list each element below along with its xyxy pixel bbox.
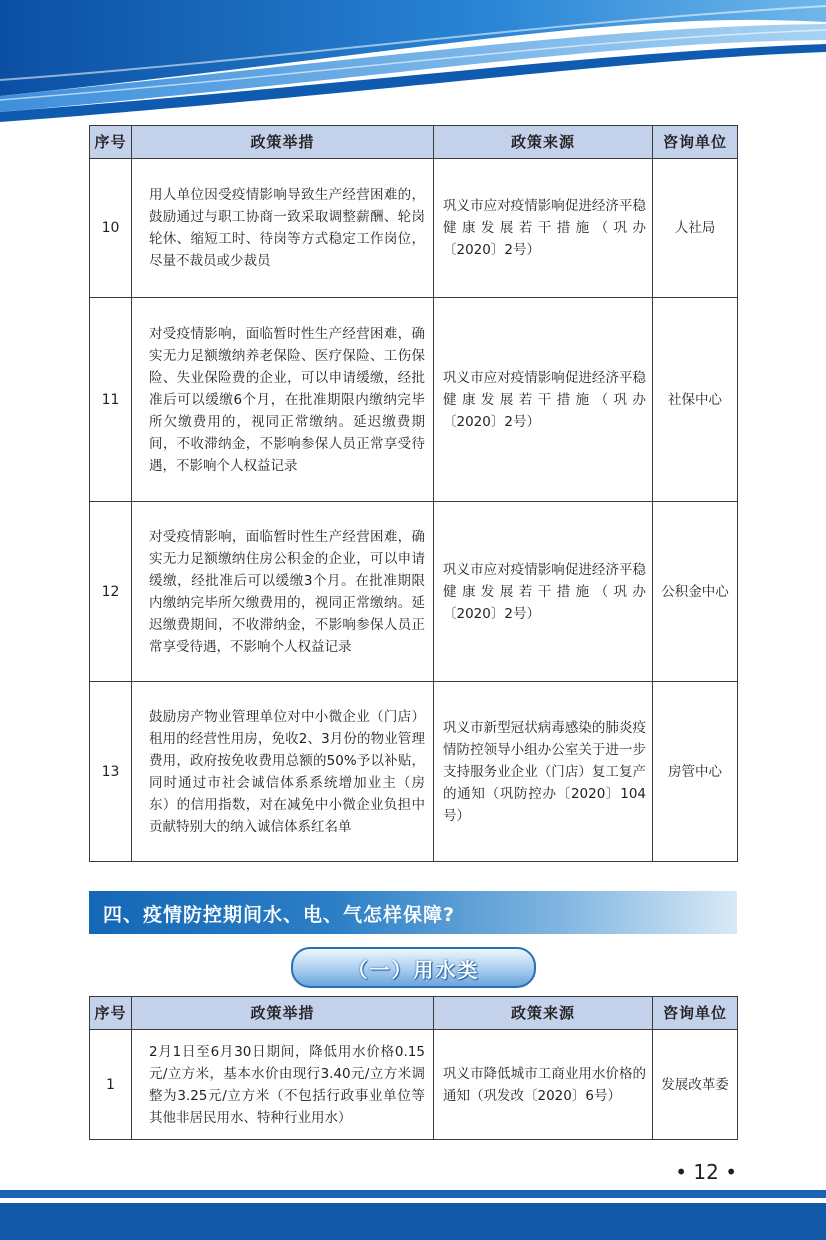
row-measure: 鼓励房产物业管理单位对中小微企业（门店）租用的经营性用房，免收2、3月份的物业管理费用，政府按免收费用总额的50%予以补贴，同时通过市社会诚信体系系统增加业主（房东）的信用指数，对在减免中小微企业负担中贡献特别大的纳入诚信体系红名单 xyxy=(132,682,434,862)
row-source: 巩义市新型冠状病毒感染的肺炎疫情防控领导小组办公室关于进一步支持服务业企业（门店）复工复产的通知（巩防控办〔2020〕104号） xyxy=(434,682,653,862)
bottom-band xyxy=(0,1190,826,1240)
row-unit: 人社局 xyxy=(653,159,738,298)
row-source: 巩义市应对疫情影响促进经济平稳健康发展若干措施（巩办〔2020〕2号） xyxy=(434,502,653,682)
row-no: 1 xyxy=(90,1030,132,1140)
row-unit: 社保中心 xyxy=(653,298,738,502)
row-measure: 2月1日至6月30日期间，降低用水价格0.15元/立方米，基本水价由现行3.40元/立方米调整为3.25元/立方米（不包括行政事业单位等其他非居民用水、特种行业用水） xyxy=(132,1030,434,1140)
row-no: 12 xyxy=(90,502,132,682)
row-source: 巩义市应对疫情影响促进经济平稳健康发展若干措施（巩办〔2020〕2号） xyxy=(434,298,653,502)
row-no: 13 xyxy=(90,682,132,862)
table-row xyxy=(90,502,738,682)
table-header-row xyxy=(90,997,738,1030)
policy-table-water xyxy=(89,996,738,1140)
top-wave-banner xyxy=(0,0,826,125)
header-no: 序号 xyxy=(90,126,132,159)
row-no: 10 xyxy=(90,159,132,298)
header-measure: 政策举措 xyxy=(132,126,434,159)
row-unit: 房管中心 xyxy=(653,682,738,862)
table-row xyxy=(90,682,738,862)
header-measure: 政策举措 xyxy=(132,997,434,1030)
subsection-heading: （一）用水类 xyxy=(347,958,480,982)
header-unit: 咨询单位 xyxy=(653,997,738,1030)
header-source: 政策来源 xyxy=(434,997,653,1030)
page-number: • 12 • xyxy=(675,1160,737,1184)
row-unit: 发展改革委 xyxy=(653,1030,738,1140)
row-measure: 对受疫情影响，面临暂时性生产经营困难，确实无力足额缴纳住房公积金的企业，可以申请缓缴，经批准后可以缓缴3个月。在批准期限内缴纳完毕所欠缴费用的，视同正常缴纳。延迟缴费期间，不收滞纳金，不影响参保人员正常享受待遇，不影响个人权益记录 xyxy=(132,502,434,682)
row-no: 11 xyxy=(90,298,132,502)
header-source: 政策来源 xyxy=(434,126,653,159)
table-row xyxy=(90,159,738,298)
row-unit: 公积金中心 xyxy=(653,502,738,682)
table-header-row xyxy=(90,126,738,159)
policy-table-top xyxy=(89,125,738,862)
table-row xyxy=(90,1030,738,1140)
row-measure: 对受疫情影响，面临暂时性生产经营困难，确实无力足额缴纳养老保险、医疗保险、工伤保险、失业保险费的企业，可以申请缓缴，经批准后可以缓缴6个月，在批准期限内缴纳完毕所欠缴费用的，视同正常缴纳。延迟缴费期间，不收滞纳金，不影响参保人员正常享受待遇，不影响个人权益记录 xyxy=(132,298,434,502)
header-no: 序号 xyxy=(90,997,132,1030)
row-measure: 用人单位因受疫情影响导致生产经营困难的，鼓励通过与职工协商一致采取调整薪酬、轮岗轮休、缩短工时、待岗等方式稳定工作岗位，尽量不裁员或少裁员 xyxy=(132,159,434,298)
section-heading: 四、疫情防控期间水、电、气怎样保障? xyxy=(103,904,456,926)
subsection-pill xyxy=(291,947,536,988)
section-heading-bar xyxy=(89,891,737,934)
table-row xyxy=(90,298,738,502)
row-source: 巩义市降低城市工商业用水价格的通知（巩发改〔2020〕6号） xyxy=(434,1030,653,1140)
header-unit: 咨询单位 xyxy=(653,126,738,159)
row-source: 巩义市应对疫情影响促进经济平稳健康发展若干措施（巩办〔2020〕2号） xyxy=(434,159,653,298)
